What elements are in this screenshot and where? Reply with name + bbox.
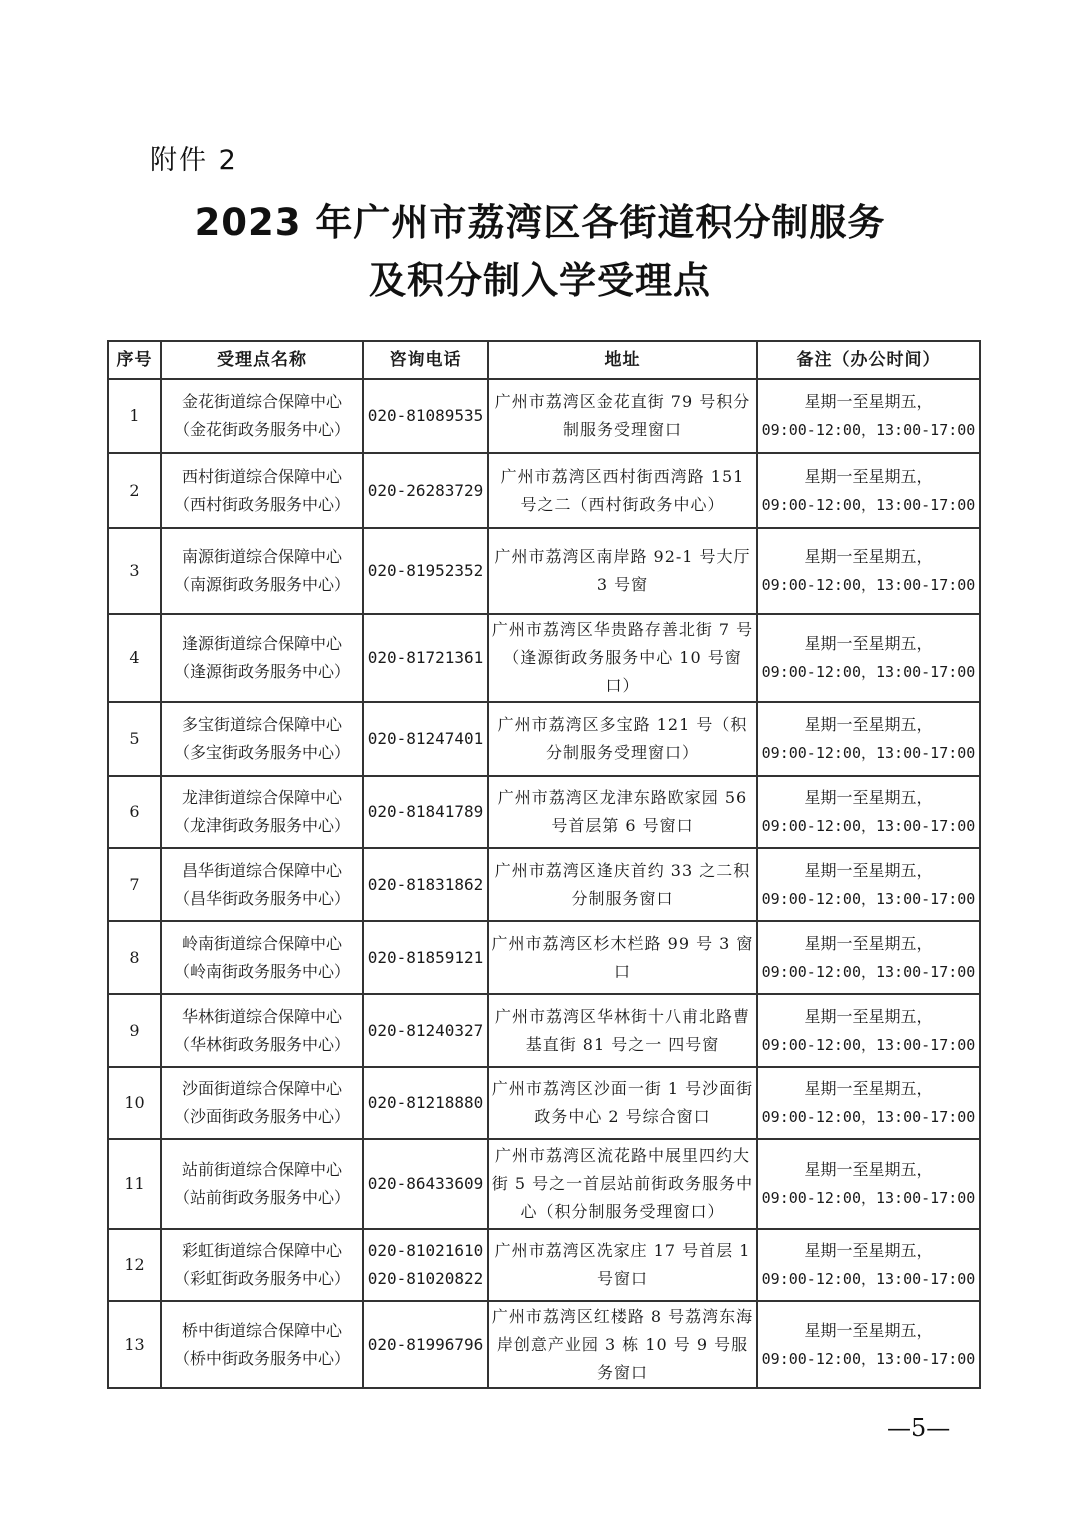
service-point-name: 站前街道综合保障中心 <box>181 1160 342 1179</box>
table-row <box>108 1229 980 1301</box>
service-point-name-cell <box>161 994 363 1067</box>
phone-number: 020-81831862 <box>367 874 484 894</box>
service-point-name: 南源街道综合保障中心 <box>181 547 342 566</box>
service-point-name-cell <box>161 848 363 921</box>
table-row <box>108 848 980 921</box>
phone-cell <box>363 528 488 614</box>
office-times: 09:00-12:00，13:00-17:00 <box>761 889 976 908</box>
address: 广州市荔湾区金花直街 79 号积分制服务受理窗口 <box>488 379 757 453</box>
office-times: 09:00-12:00，13:00-17:00 <box>761 744 976 762</box>
office-days: 星期一至星期五， <box>804 860 933 880</box>
phone-cell <box>363 1067 488 1139</box>
phone-number: 020-81952352 <box>367 561 484 580</box>
row-index: 7 <box>108 848 161 921</box>
column-header-address: 地址 <box>488 341 757 379</box>
office-times: 09:00-12:00，13:00-17:00 <box>761 817 976 835</box>
office-hours-cell <box>757 528 980 614</box>
address: 广州市荔湾区南岸路 92-1 号大厅 3 号窗 <box>488 528 757 614</box>
service-point-name-cell <box>161 1301 363 1388</box>
office-hours-cell <box>757 1139 980 1229</box>
table-row <box>108 702 980 776</box>
address: 广州市荔湾区多宝路 121 号（积分制服务受理窗口） <box>488 702 757 776</box>
phone-number: 020-86433609 <box>367 1174 484 1193</box>
office-times: 09:00-12:00，13:00-17:00 <box>761 962 976 981</box>
row-index: 12 <box>108 1229 161 1301</box>
service-point-name-cell <box>161 1139 363 1229</box>
service-point-alias: （昌华街政务服务中心） <box>173 888 350 908</box>
service-point-alias: （彩虹街政务服务中心） <box>173 1269 350 1288</box>
office-times: 09:00-12:00，13:00-17:00 <box>761 1108 976 1126</box>
office-hours-cell <box>757 994 980 1067</box>
office-hours-cell <box>757 848 980 921</box>
phone-cell <box>363 776 488 848</box>
table-row <box>108 776 980 848</box>
document-title-line1: 2023 年广州市荔湾区各街道积分制服务 <box>194 201 886 244</box>
phone-number: 020-81996796 <box>367 1334 484 1354</box>
service-points-table <box>107 340 981 1389</box>
office-times: 09:00-12:00，13:00-17:00 <box>761 576 976 594</box>
service-point-name-cell <box>161 379 363 453</box>
phone-number: 020-81240327 <box>367 1020 484 1040</box>
office-days: 星期一至星期五， <box>804 788 933 807</box>
column-header-hours: 备注（办公时间） <box>757 341 980 379</box>
office-hours-cell <box>757 614 980 702</box>
service-point-name-cell <box>161 1067 363 1139</box>
office-days: 星期一至星期五， <box>804 634 933 653</box>
service-point-name: 沙面街道综合保障中心 <box>181 1079 342 1098</box>
table-row <box>108 379 980 453</box>
office-hours-cell <box>757 1229 980 1301</box>
service-point-name-cell <box>161 921 363 994</box>
phone-cell <box>363 614 488 702</box>
page-number: —5— <box>887 1414 951 1442</box>
row-index: 9 <box>108 994 161 1067</box>
service-point-name: 金花街道综合保障中心 <box>181 392 342 411</box>
office-days: 星期一至星期五， <box>804 547 933 566</box>
service-point-name-cell <box>161 776 363 848</box>
column-header-index: 序号 <box>108 341 161 379</box>
service-point-alias: （华林街政务服务中心） <box>173 1034 350 1054</box>
row-index: 5 <box>108 702 161 776</box>
office-hours-cell <box>757 921 980 994</box>
service-point-name-cell <box>161 614 363 702</box>
office-times: 09:00-12:00，13:00-17:00 <box>761 1035 976 1054</box>
office-days: 星期一至星期五， <box>804 1320 933 1340</box>
attachment-label: 附件 2 <box>150 145 238 176</box>
table-row <box>108 614 980 702</box>
address: 广州市荔湾区冼家庄 17 号首层 1 号窗口 <box>488 1229 757 1301</box>
table-row <box>108 1301 980 1388</box>
service-point-name-cell <box>161 1229 363 1301</box>
office-days: 星期一至星期五， <box>804 933 933 953</box>
office-hours-cell <box>757 1301 980 1388</box>
office-days: 星期一至星期五， <box>804 715 933 734</box>
service-point-alias: （南源街政务服务中心） <box>173 575 350 594</box>
phone-number: 020-81020822 <box>367 1269 484 1288</box>
office-days: 星期一至星期五， <box>804 1079 933 1098</box>
phone-cell <box>363 848 488 921</box>
service-point-name-cell <box>161 528 363 614</box>
service-point-name-cell <box>161 702 363 776</box>
office-days: 星期一至星期五， <box>804 1006 933 1026</box>
service-point-name-cell <box>161 453 363 528</box>
office-times: 09:00-12:00，13:00-17:00 <box>761 495 976 514</box>
service-point-alias: （岭南街政务服务中心） <box>173 961 350 981</box>
service-point-alias: （逢源街政务服务中心） <box>173 662 350 681</box>
service-point-name: 逢源街道综合保障中心 <box>181 634 342 653</box>
office-hours-cell <box>757 453 980 528</box>
address: 广州市荔湾区西村街西湾路 151 号之二（西村街政务中心） <box>488 453 757 528</box>
phone-cell <box>363 994 488 1067</box>
row-index: 4 <box>108 614 161 702</box>
office-hours-cell <box>757 1067 980 1139</box>
office-times: 09:00-12:00，13:00-17:00 <box>761 421 976 439</box>
document-title-line2: 及积分制入学受理点 <box>369 259 711 302</box>
service-point-name: 西村街道综合保障中心 <box>181 466 342 486</box>
phone-number: 020-81859121 <box>367 947 484 967</box>
address: 广州市荔湾区红楼路 8 号荔湾东海岸创意产业园 3 栋 10 号 9 号服务窗口 <box>488 1301 757 1388</box>
phone-cell <box>363 453 488 528</box>
office-hours-cell <box>757 776 980 848</box>
row-index: 2 <box>108 453 161 528</box>
service-point-alias: （沙面街政务服务中心） <box>173 1107 350 1126</box>
address: 广州市荔湾区杉木栏路 99 号 3 窗口 <box>488 921 757 994</box>
service-point-alias: （多宝街政务服务中心） <box>173 743 350 762</box>
phone-number: 020-81247401 <box>367 729 484 748</box>
phone-number: 020-26283729 <box>367 480 484 500</box>
service-point-name: 岭南街道综合保障中心 <box>181 933 342 953</box>
column-header-name: 受理点名称 <box>161 341 363 379</box>
service-point-alias: （西村街政务服务中心） <box>173 494 350 514</box>
office-times: 09:00-12:00，13:00-17:00 <box>761 663 976 681</box>
phone-number: 020-81721361 <box>367 648 484 667</box>
address: 广州市荔湾区华贵路存善北街 7 号（逢源街政务服务中心 10 号窗口） <box>488 614 757 702</box>
table-row <box>108 994 980 1067</box>
office-days: 星期一至星期五， <box>804 1160 933 1179</box>
service-point-alias: （站前街政务服务中心） <box>173 1188 350 1207</box>
phone-number: 020-81021610 <box>367 1241 484 1260</box>
service-point-name: 华林街道综合保障中心 <box>181 1006 342 1026</box>
table-row <box>108 1139 980 1229</box>
service-point-alias: （金花街政务服务中心） <box>173 420 350 439</box>
address: 广州市荔湾区逢庆首约 33 之二积分制服务窗口 <box>488 848 757 921</box>
office-days: 星期一至星期五， <box>804 466 933 486</box>
address: 广州市荔湾区沙面一街 1 号沙面街政务中心 2 号综合窗口 <box>488 1067 757 1139</box>
table-row <box>108 921 980 994</box>
phone-cell <box>363 1229 488 1301</box>
office-days: 星期一至星期五， <box>804 1241 933 1260</box>
table-row <box>108 453 980 528</box>
service-point-name: 龙津街道综合保障中心 <box>181 788 342 807</box>
service-point-alias: （桥中街政务服务中心） <box>173 1348 350 1368</box>
phone-number: 020-81841789 <box>367 802 484 821</box>
row-index: 8 <box>108 921 161 994</box>
address: 广州市荔湾区流花路中展里四约大街 5 号之一首层站前街政务服务中心（积分制服务受理窗口） <box>488 1139 757 1229</box>
row-index: 13 <box>108 1301 161 1388</box>
address: 广州市荔湾区华林街十八甫北路曹基直街 81 号之一 四号窗 <box>488 994 757 1067</box>
table-header-row <box>108 341 980 379</box>
office-times: 09:00-12:00，13:00-17:00 <box>761 1349 976 1368</box>
phone-cell <box>363 921 488 994</box>
row-index: 11 <box>108 1139 161 1229</box>
office-days: 星期一至星期五， <box>804 392 933 411</box>
service-point-name: 彩虹街道综合保障中心 <box>181 1241 342 1260</box>
office-hours-cell <box>757 379 980 453</box>
office-times: 09:00-12:00，13:00-17:00 <box>761 1270 976 1288</box>
table-row <box>108 528 980 614</box>
row-index: 1 <box>108 379 161 453</box>
row-index: 6 <box>108 776 161 848</box>
phone-cell <box>363 379 488 453</box>
office-times: 09:00-12:00，13:00-17:00 <box>761 1189 976 1207</box>
phone-cell <box>363 1301 488 1388</box>
row-index: 10 <box>108 1067 161 1139</box>
service-point-alias: （龙津街政务服务中心） <box>173 816 350 835</box>
row-index: 3 <box>108 528 161 614</box>
phone-cell <box>363 1139 488 1229</box>
service-point-name: 桥中街道综合保障中心 <box>181 1320 342 1340</box>
column-header-phone: 咨询电话 <box>363 341 488 379</box>
phone-number: 020-81218880 <box>367 1093 484 1112</box>
address: 广州市荔湾区龙津东路欧家园 56 号首层第 6 号窗口 <box>488 776 757 848</box>
service-point-name: 多宝街道综合保障中心 <box>181 715 342 734</box>
service-point-name: 昌华街道综合保障中心 <box>181 860 342 880</box>
office-hours-cell <box>757 702 980 776</box>
phone-cell <box>363 702 488 776</box>
table-row <box>108 1067 980 1139</box>
table-body <box>108 379 980 1388</box>
phone-number: 020-81089535 <box>367 406 484 425</box>
